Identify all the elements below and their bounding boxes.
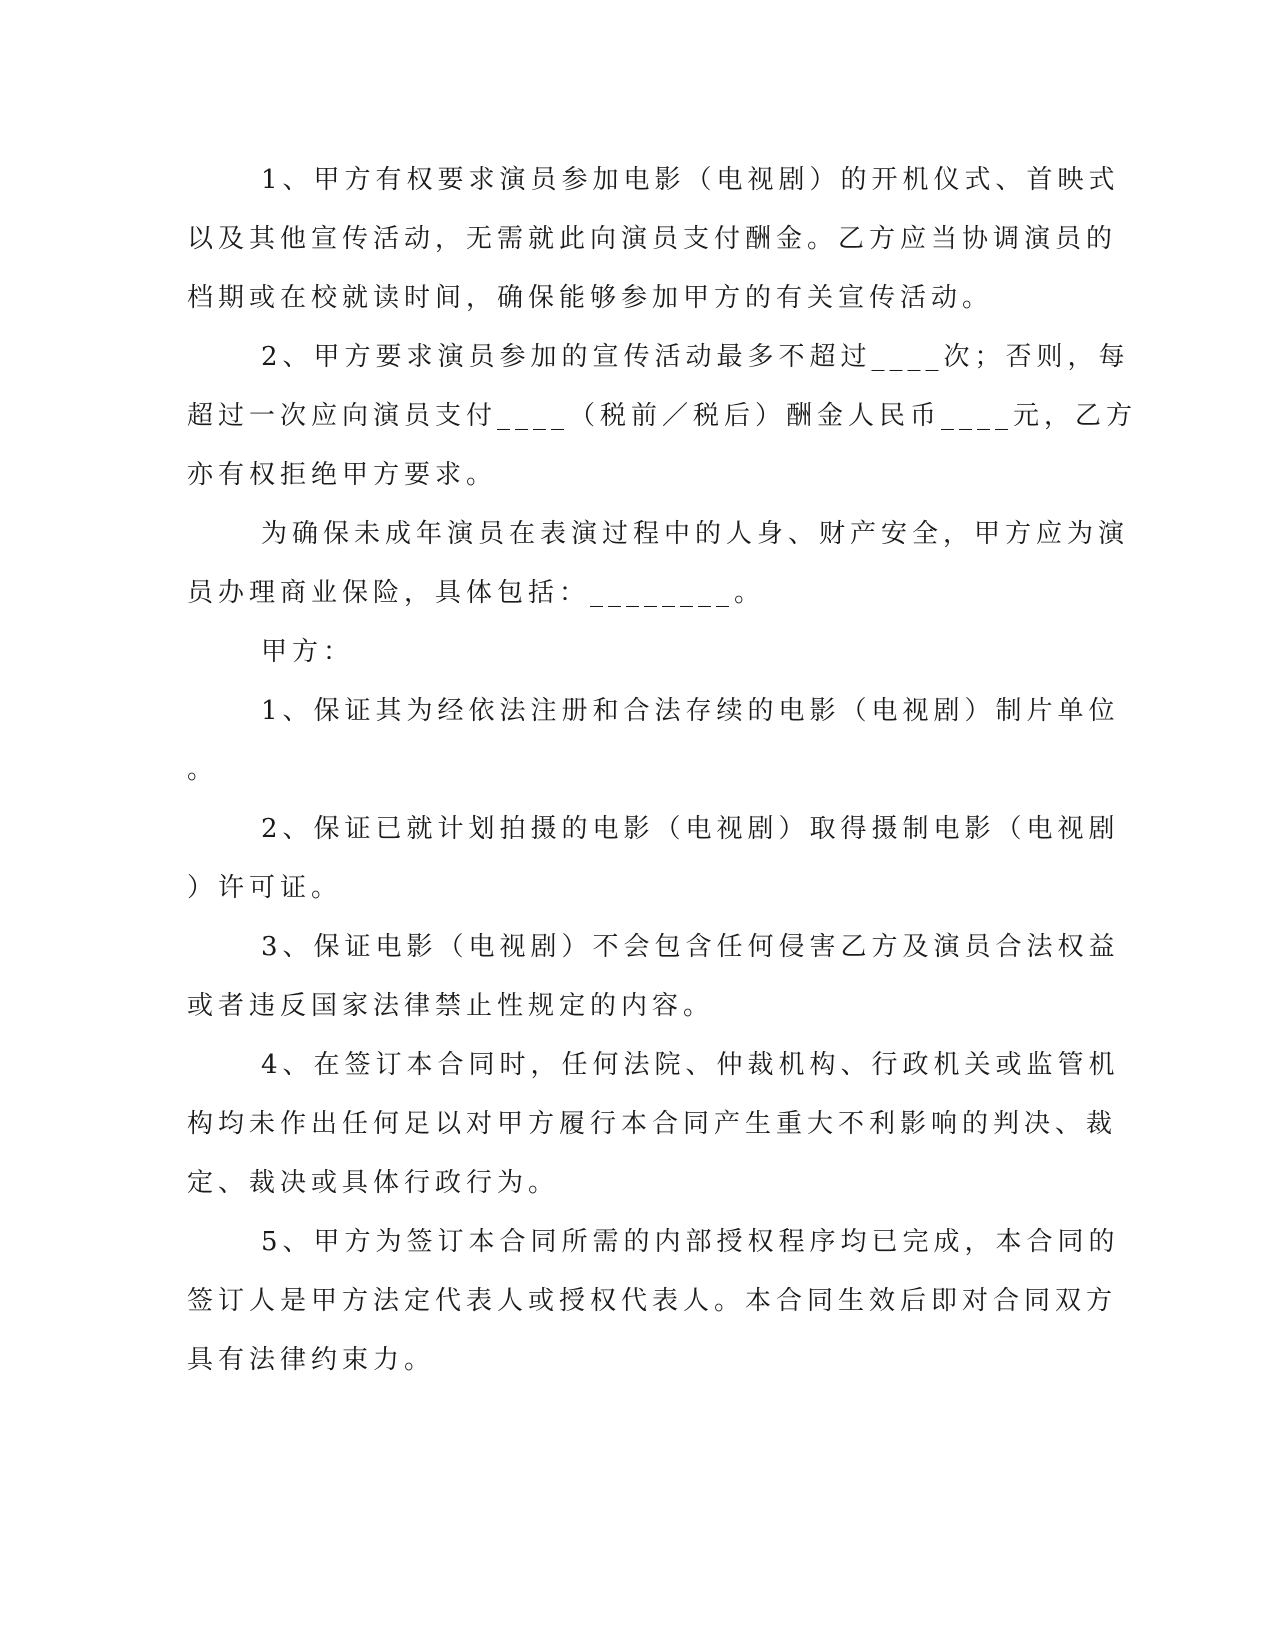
- text-line: 亦有权拒绝甲方要求。: [187, 460, 498, 490]
- text-line: 5、甲方为签订本合同所需的内部授权程序均已完成，本合同的: [261, 1227, 1120, 1257]
- text-line: 或者违反国家法律禁止性规定的内容。: [187, 991, 715, 1021]
- text-line: 具有法律约束力。: [187, 1345, 436, 1375]
- text-line: 为确保未成年演员在表演过程中的人身、财产安全，甲方应为演: [261, 519, 1130, 549]
- text-line: 2、保证已就计划拍摄的电影（电视剧）取得摄制电影（电视剧: [261, 814, 1120, 844]
- section-heading: 甲方：: [261, 637, 355, 667]
- text-line: 。: [187, 755, 219, 785]
- text-line: 档期或在校就读时间，确保能够参加甲方的有关宣传活动。: [187, 283, 994, 313]
- text-line: ）许可证。: [187, 873, 343, 903]
- text-line: 构均未作出任何足以对甲方履行本合同产生重大不利影响的判决、裁: [187, 1109, 1118, 1139]
- text-line: 2、甲方要求演员参加的宣传活动最多不超过____次；否则，每: [261, 342, 1130, 372]
- text-line: 以及其他宣传活动，无需就此向演员支付酬金。乙方应当协调演员的: [187, 224, 1118, 254]
- text-line: 签订人是甲方法定代表人或授权代表人。本合同生效后即对合同双方: [187, 1286, 1118, 1316]
- text-line: 超过一次应向演员支付____（税前／税后）酬金人民币____元，乙方: [187, 401, 1138, 431]
- text-line: 1、保证其为经依法注册和合法存续的电影（电视剧）制片单位: [261, 696, 1120, 726]
- text-line: 4、在签订本合同时，任何法院、仲裁机构、行政机关或监管机: [261, 1050, 1120, 1080]
- text-line: 定、裁决或具体行政行为。: [187, 1168, 560, 1198]
- text-line: 1、甲方有权要求演员参加电影（电视剧）的开机仪式、首映式: [261, 165, 1120, 195]
- text-line: 3、保证电影（电视剧）不会包含任何侵害乙方及演员合法权益: [261, 932, 1120, 962]
- text-line: 员办理商业保险，具体包括：________。: [187, 578, 766, 608]
